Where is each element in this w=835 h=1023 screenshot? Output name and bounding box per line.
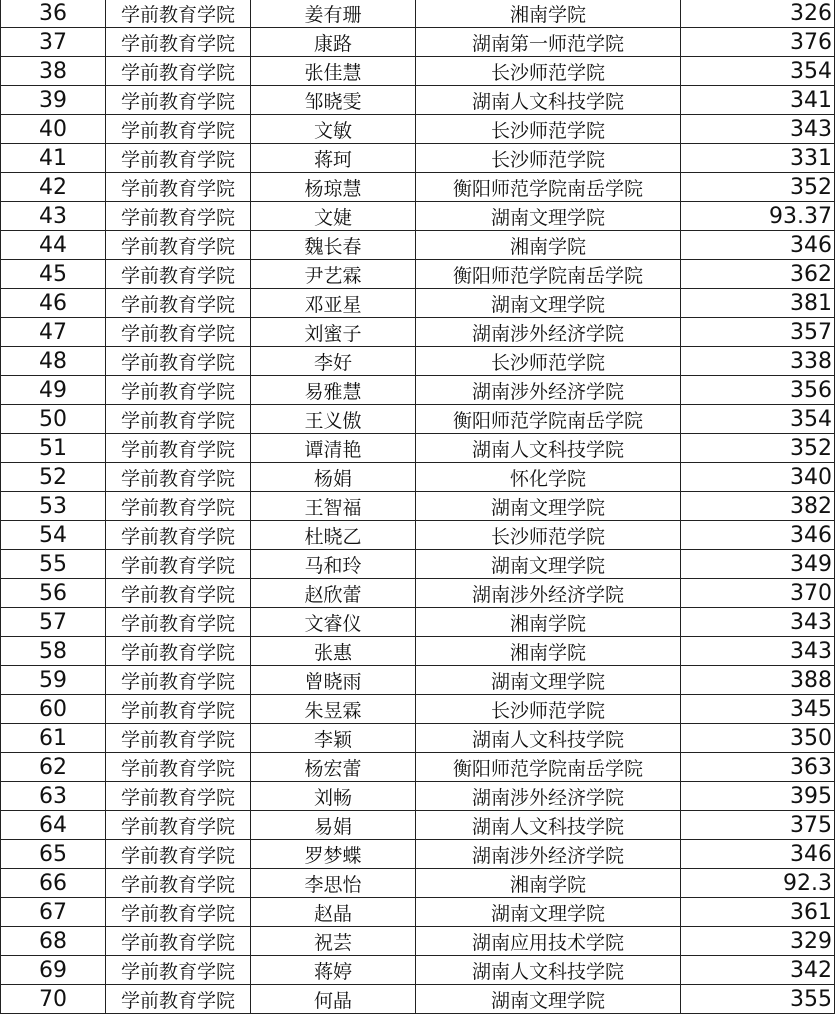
table-row <box>1 202 835 231</box>
department-cell[interactable]: 学前教育学院 <box>106 28 251 57</box>
department-cell[interactable]: 学前教育学院 <box>106 0 251 28</box>
score-cell[interactable]: 350 <box>681 724 835 753</box>
table-row <box>1 57 835 86</box>
department-cell[interactable]: 学前教育学院 <box>106 260 251 289</box>
row-number-cell[interactable]: 53 <box>1 492 106 521</box>
student-name-cell[interactable]: 赵晶 <box>251 898 416 927</box>
school-cell[interactable]: 湖南人文科技学院 <box>416 724 681 753</box>
score-cell[interactable]: 381 <box>681 289 835 318</box>
school-cell[interactable]: 湖南文理学院 <box>416 492 681 521</box>
row-number-cell[interactable]: 59 <box>1 666 106 695</box>
score-cell[interactable]: 329 <box>681 927 835 956</box>
score-cell[interactable]: 340 <box>681 463 835 492</box>
table-row <box>1 231 835 260</box>
score-cell[interactable]: 326 <box>681 0 835 28</box>
table-row <box>1 898 835 927</box>
table-row <box>1 376 835 405</box>
score-cell[interactable]: 341 <box>681 86 835 115</box>
table-row <box>1 840 835 869</box>
school-cell[interactable]: 长沙师范学院 <box>416 144 681 173</box>
student-name-cell[interactable]: 朱昱霖 <box>251 695 416 724</box>
school-cell[interactable]: 湖南文理学院 <box>416 898 681 927</box>
department-cell[interactable]: 学前教育学院 <box>106 927 251 956</box>
student-name-cell[interactable]: 蒋婷 <box>251 956 416 985</box>
score-cell[interactable]: 343 <box>681 608 835 637</box>
row-number-cell[interactable]: 70 <box>1 985 106 1014</box>
department-cell[interactable]: 学前教育学院 <box>106 376 251 405</box>
department-cell[interactable]: 学前教育学院 <box>106 289 251 318</box>
department-cell[interactable]: 学前教育学院 <box>106 492 251 521</box>
table-row <box>1 318 835 347</box>
school-cell[interactable]: 湖南涉外经济学院 <box>416 782 681 811</box>
score-cell[interactable]: 346 <box>681 521 835 550</box>
row-number-cell[interactable]: 56 <box>1 579 106 608</box>
row-number-cell[interactable]: 40 <box>1 115 106 144</box>
school-cell[interactable]: 湘南学院 <box>416 608 681 637</box>
score-cell[interactable]: 352 <box>681 434 835 463</box>
row-number-cell[interactable]: 58 <box>1 637 106 666</box>
table-row <box>1 579 835 608</box>
student-name-cell[interactable]: 蒋珂 <box>251 144 416 173</box>
row-number-cell[interactable]: 46 <box>1 289 106 318</box>
row-number-cell[interactable]: 69 <box>1 956 106 985</box>
department-cell[interactable]: 学前教育学院 <box>106 579 251 608</box>
score-cell[interactable]: 343 <box>681 115 835 144</box>
row-number-cell[interactable]: 55 <box>1 550 106 579</box>
student-name-cell[interactable]: 李思怡 <box>251 869 416 898</box>
student-name-cell[interactable]: 张惠 <box>251 637 416 666</box>
school-cell[interactable]: 湖南应用技术学院 <box>416 927 681 956</box>
school-cell[interactable]: 衡阳师范学院南岳学院 <box>416 405 681 434</box>
score-cell[interactable]: 382 <box>681 492 835 521</box>
table-row <box>1 811 835 840</box>
school-cell[interactable]: 湖南文理学院 <box>416 550 681 579</box>
school-cell[interactable]: 湖南涉外经济学院 <box>416 579 681 608</box>
row-number-cell[interactable]: 43 <box>1 202 106 231</box>
score-cell[interactable]: 346 <box>681 840 835 869</box>
department-cell[interactable]: 学前教育学院 <box>106 202 251 231</box>
student-name-cell[interactable]: 姜有珊 <box>251 0 416 28</box>
student-name-cell[interactable]: 康路 <box>251 28 416 57</box>
department-cell[interactable]: 学前教育学院 <box>106 231 251 260</box>
row-number-cell[interactable]: 68 <box>1 927 106 956</box>
row-number-cell[interactable]: 62 <box>1 753 106 782</box>
score-cell[interactable]: 331 <box>681 144 835 173</box>
row-number-cell[interactable]: 61 <box>1 724 106 753</box>
department-cell[interactable]: 学前教育学院 <box>106 956 251 985</box>
table-row <box>1 956 835 985</box>
student-name-cell[interactable]: 李好 <box>251 347 416 376</box>
student-name-cell[interactable]: 何晶 <box>251 985 416 1014</box>
student-name-cell[interactable]: 谭清艳 <box>251 434 416 463</box>
table-row <box>1 0 835 28</box>
table-row <box>1 260 835 289</box>
student-name-cell[interactable]: 文睿仪 <box>251 608 416 637</box>
department-cell[interactable]: 学前教育学院 <box>106 318 251 347</box>
department-cell[interactable]: 学前教育学院 <box>106 347 251 376</box>
table-row <box>1 608 835 637</box>
table-row <box>1 753 835 782</box>
score-cell[interactable]: 370 <box>681 579 835 608</box>
school-cell[interactable]: 湘南学院 <box>416 637 681 666</box>
table-row <box>1 492 835 521</box>
student-name-cell[interactable]: 王智福 <box>251 492 416 521</box>
score-cell[interactable]: 395 <box>681 782 835 811</box>
department-cell[interactable]: 学前教育学院 <box>106 144 251 173</box>
score-cell[interactable]: 345 <box>681 695 835 724</box>
school-cell[interactable]: 湖南涉外经济学院 <box>416 318 681 347</box>
school-cell[interactable]: 怀化学院 <box>416 463 681 492</box>
department-cell[interactable]: 学前教育学院 <box>106 898 251 927</box>
school-cell[interactable]: 衡阳师范学院南岳学院 <box>416 753 681 782</box>
school-cell[interactable]: 湖南涉外经济学院 <box>416 840 681 869</box>
score-cell[interactable]: 342 <box>681 956 835 985</box>
row-number-cell[interactable]: 41 <box>1 144 106 173</box>
school-cell[interactable]: 湖南第一师范学院 <box>416 28 681 57</box>
department-cell[interactable]: 学前教育学院 <box>106 57 251 86</box>
department-cell[interactable]: 学前教育学院 <box>106 782 251 811</box>
row-number-cell[interactable]: 60 <box>1 695 106 724</box>
row-number-cell[interactable]: 47 <box>1 318 106 347</box>
student-name-cell[interactable]: 刘蜜子 <box>251 318 416 347</box>
department-cell[interactable]: 学前教育学院 <box>106 840 251 869</box>
row-number-cell[interactable]: 64 <box>1 811 106 840</box>
student-name-cell[interactable]: 赵欣蕾 <box>251 579 416 608</box>
school-cell[interactable]: 衡阳师范学院南岳学院 <box>416 260 681 289</box>
score-cell[interactable]: 363 <box>681 753 835 782</box>
row-number-cell[interactable]: 37 <box>1 28 106 57</box>
department-cell[interactable]: 学前教育学院 <box>106 115 251 144</box>
department-cell[interactable]: 学前教育学院 <box>106 550 251 579</box>
department-cell[interactable]: 学前教育学院 <box>106 86 251 115</box>
department-cell[interactable]: 学前教育学院 <box>106 695 251 724</box>
row-number-cell[interactable]: 51 <box>1 434 106 463</box>
table-row <box>1 405 835 434</box>
score-cell[interactable]: 349 <box>681 550 835 579</box>
table-row <box>1 521 835 550</box>
school-cell[interactable]: 湖南人文科技学院 <box>416 86 681 115</box>
school-cell[interactable]: 湘南学院 <box>416 0 681 28</box>
school-cell[interactable]: 湖南文理学院 <box>416 666 681 695</box>
school-cell[interactable]: 长沙师范学院 <box>416 695 681 724</box>
row-number-cell[interactable]: 52 <box>1 463 106 492</box>
row-number-cell[interactable]: 67 <box>1 898 106 927</box>
row-number-cell[interactable]: 57 <box>1 608 106 637</box>
school-cell[interactable]: 衡阳师范学院南岳学院 <box>416 173 681 202</box>
school-cell[interactable]: 湖南人文科技学院 <box>416 956 681 985</box>
student-name-cell[interactable]: 刘畅 <box>251 782 416 811</box>
table-row <box>1 724 835 753</box>
department-cell[interactable]: 学前教育学院 <box>106 753 251 782</box>
score-cell[interactable]: 93.37 <box>681 202 835 231</box>
row-number-cell[interactable]: 42 <box>1 173 106 202</box>
row-number-cell[interactable]: 49 <box>1 376 106 405</box>
table-row <box>1 463 835 492</box>
table-row <box>1 115 835 144</box>
student-name-cell[interactable]: 魏长春 <box>251 231 416 260</box>
student-name-cell[interactable]: 马和玲 <box>251 550 416 579</box>
score-cell[interactable]: 388 <box>681 666 835 695</box>
score-cell[interactable]: 354 <box>681 57 835 86</box>
department-cell[interactable]: 学前教育学院 <box>106 405 251 434</box>
score-cell[interactable]: 375 <box>681 811 835 840</box>
student-name-cell[interactable]: 尹艺霖 <box>251 260 416 289</box>
table-row <box>1 289 835 318</box>
score-cell[interactable]: 357 <box>681 318 835 347</box>
row-number-cell[interactable]: 39 <box>1 86 106 115</box>
department-cell[interactable]: 学前教育学院 <box>106 434 251 463</box>
school-cell[interactable]: 湘南学院 <box>416 231 681 260</box>
row-number-cell[interactable]: 63 <box>1 782 106 811</box>
student-name-cell[interactable]: 邹晓雯 <box>251 86 416 115</box>
student-name-cell[interactable]: 祝芸 <box>251 927 416 956</box>
department-cell[interactable]: 学前教育学院 <box>106 521 251 550</box>
school-cell[interactable]: 湖南人文科技学院 <box>416 434 681 463</box>
school-cell[interactable]: 长沙师范学院 <box>416 347 681 376</box>
score-cell[interactable]: 343 <box>681 637 835 666</box>
row-number-cell[interactable]: 36 <box>1 0 106 28</box>
score-cell[interactable]: 362 <box>681 260 835 289</box>
student-name-cell[interactable]: 杨娟 <box>251 463 416 492</box>
score-cell[interactable]: 356 <box>681 376 835 405</box>
department-cell[interactable]: 学前教育学院 <box>106 869 251 898</box>
student-name-cell[interactable]: 曾晓雨 <box>251 666 416 695</box>
school-cell[interactable]: 湖南人文科技学院 <box>416 811 681 840</box>
row-number-cell[interactable]: 65 <box>1 840 106 869</box>
table-row <box>1 782 835 811</box>
table-row <box>1 927 835 956</box>
student-name-cell[interactable]: 文敏 <box>251 115 416 144</box>
row-number-cell[interactable]: 45 <box>1 260 106 289</box>
table-row <box>1 144 835 173</box>
department-cell[interactable]: 学前教育学院 <box>106 811 251 840</box>
score-cell[interactable]: 352 <box>681 173 835 202</box>
department-cell[interactable]: 学前教育学院 <box>106 666 251 695</box>
student-name-cell[interactable]: 罗梦蝶 <box>251 840 416 869</box>
department-cell[interactable]: 学前教育学院 <box>106 724 251 753</box>
school-cell[interactable]: 长沙师范学院 <box>416 115 681 144</box>
student-name-cell[interactable]: 李颖 <box>251 724 416 753</box>
department-cell[interactable]: 学前教育学院 <box>106 173 251 202</box>
row-number-cell[interactable]: 44 <box>1 231 106 260</box>
student-name-cell[interactable]: 邓亚星 <box>251 289 416 318</box>
score-cell[interactable]: 338 <box>681 347 835 376</box>
table-row <box>1 86 835 115</box>
school-cell[interactable]: 长沙师范学院 <box>416 521 681 550</box>
school-cell[interactable]: 湖南文理学院 <box>416 289 681 318</box>
row-number-cell[interactable]: 54 <box>1 521 106 550</box>
department-cell[interactable]: 学前教育学院 <box>106 637 251 666</box>
school-cell[interactable]: 湘南学院 <box>416 869 681 898</box>
student-name-cell[interactable]: 张佳慧 <box>251 57 416 86</box>
table-row <box>1 347 835 376</box>
table-row <box>1 434 835 463</box>
student-name-cell[interactable]: 易雅慧 <box>251 376 416 405</box>
table-row <box>1 173 835 202</box>
table-row <box>1 637 835 666</box>
student-name-cell[interactable]: 文婕 <box>251 202 416 231</box>
row-number-cell[interactable]: 66 <box>1 869 106 898</box>
school-cell[interactable]: 湖南文理学院 <box>416 202 681 231</box>
score-cell[interactable]: 346 <box>681 231 835 260</box>
score-cell[interactable]: 354 <box>681 405 835 434</box>
school-cell[interactable]: 湖南涉外经济学院 <box>416 376 681 405</box>
score-cell[interactable]: 355 <box>681 985 835 1014</box>
department-cell[interactable]: 学前教育学院 <box>106 463 251 492</box>
table-row <box>1 550 835 579</box>
student-name-cell[interactable]: 杜晓乙 <box>251 521 416 550</box>
table-row <box>1 869 835 898</box>
score-cell[interactable]: 376 <box>681 28 835 57</box>
score-cell[interactable]: 92.3 <box>681 869 835 898</box>
score-cell[interactable]: 361 <box>681 898 835 927</box>
department-cell[interactable]: 学前教育学院 <box>106 608 251 637</box>
school-cell[interactable]: 湖南文理学院 <box>416 985 681 1014</box>
student-name-cell[interactable]: 易娟 <box>251 811 416 840</box>
student-name-cell[interactable]: 杨琼慧 <box>251 173 416 202</box>
table-row <box>1 28 835 57</box>
score-table-body <box>1 0 835 1014</box>
row-number-cell[interactable]: 50 <box>1 405 106 434</box>
school-cell[interactable]: 长沙师范学院 <box>416 57 681 86</box>
table-row <box>1 695 835 724</box>
table-row <box>1 985 835 1014</box>
row-number-cell[interactable]: 48 <box>1 347 106 376</box>
row-number-cell[interactable]: 38 <box>1 57 106 86</box>
department-cell[interactable]: 学前教育学院 <box>106 985 251 1014</box>
student-name-cell[interactable]: 杨宏蕾 <box>251 753 416 782</box>
table-row <box>1 666 835 695</box>
student-name-cell[interactable]: 王义傲 <box>251 405 416 434</box>
